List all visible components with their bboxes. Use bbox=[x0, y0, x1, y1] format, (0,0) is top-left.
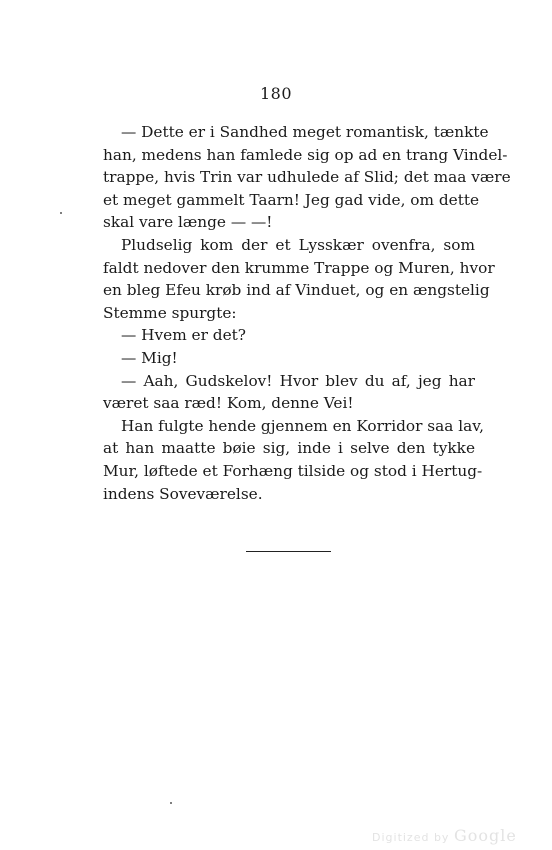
text-line: at han maatte bøie sig, inde i selve den tykke bbox=[103, 439, 475, 458]
section-divider bbox=[246, 551, 331, 552]
page-number: 180 bbox=[259, 84, 293, 103]
text-line: — Mig! bbox=[121, 348, 178, 367]
watermark bbox=[372, 826, 517, 845]
text-line: indens Soveværelse. bbox=[103, 484, 263, 503]
text-line: været saa ræd! Kom, denne Vei! bbox=[103, 394, 354, 413]
text-line: trappe, hvis Trin var udhulede af Slid; det maa være bbox=[103, 168, 511, 187]
scan-speck bbox=[170, 802, 172, 804]
watermark-prefix: Digitized by bbox=[372, 831, 450, 844]
text-line: — Hvem er det? bbox=[121, 326, 246, 345]
text-line: — Dette er i Sandhed meget romantisk, tænkte bbox=[121, 123, 489, 141]
text-line: Han fulgte hende gjennem en Korridor saa lav, bbox=[121, 416, 484, 435]
body-text bbox=[103, 121, 511, 505]
text-line: Pludselig kom der et Lysskær ovenfra, som bbox=[121, 235, 475, 254]
text-line: skal vare længe — —! bbox=[103, 213, 273, 232]
text-line: Mur, løftede et Forhæng tilside og stod i Hertug- bbox=[103, 461, 483, 480]
scan-speck bbox=[60, 212, 62, 214]
watermark-brand: Google bbox=[453, 826, 517, 845]
text-line: en bleg Efeu krøb ind af Vinduet, og en ængstelig bbox=[103, 281, 490, 300]
text-line: — Aah, Gudskelov! Hvor blev du af, jeg har bbox=[121, 371, 475, 390]
text-line: faldt nedover den krumme Trappe og Muren, hvor bbox=[103, 258, 495, 277]
text-line: Stemme spurgte: bbox=[103, 303, 237, 322]
text-line: et meget gammelt Taarn! Jeg gad vide, om dette bbox=[103, 190, 480, 209]
text-line: han, medens han famlede sig op ad en trang Vindel- bbox=[103, 145, 508, 164]
